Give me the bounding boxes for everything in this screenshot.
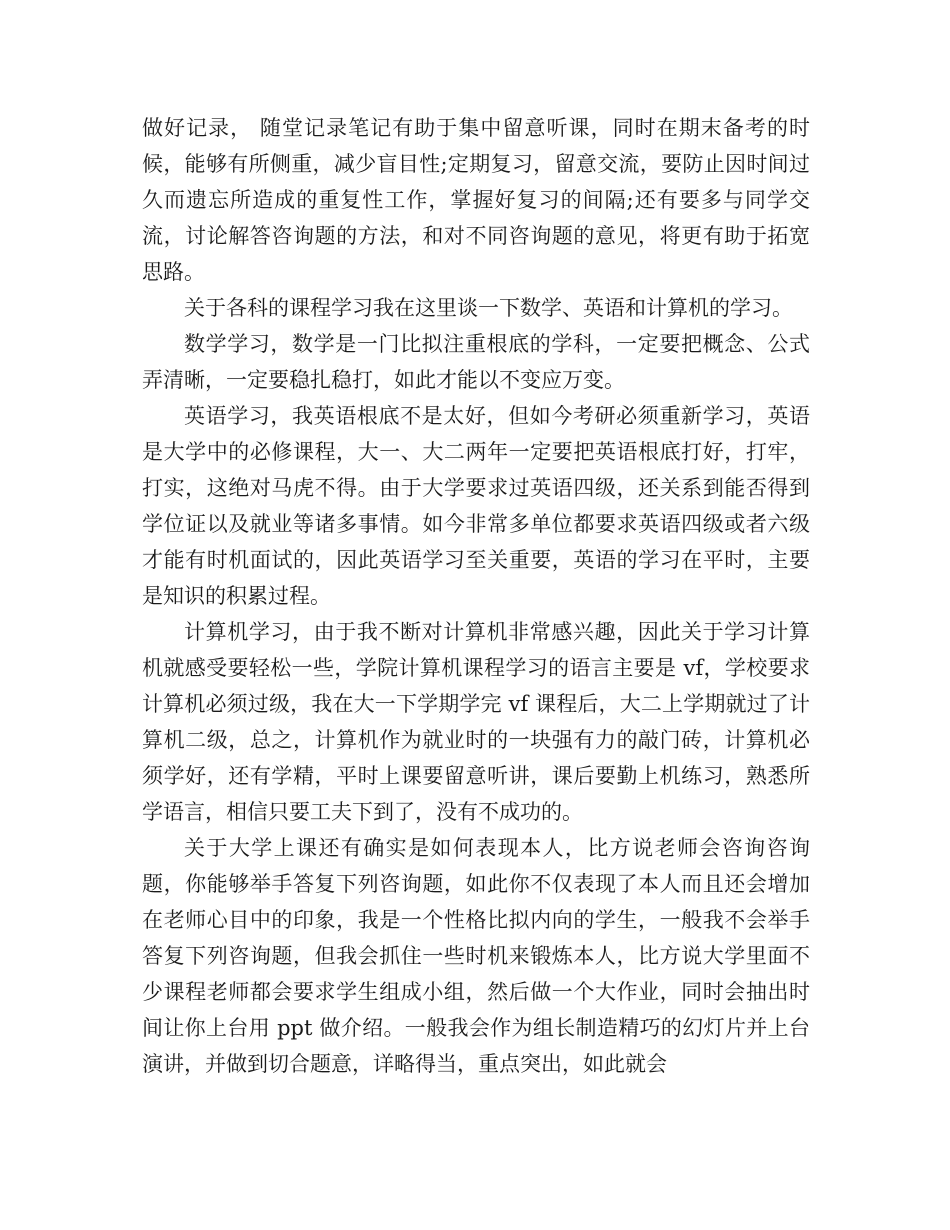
paragraph-computer: 计算机学习，由于我不断对计算机非常感兴趣，因此关于学习计算机就感受要轻松一些，学院计算机课程学习的语言主要是 vf，学校要求计算机必须过级，我在大一下学期学完 vf 课程后，大二上学期就过了计算机二级，总之，计算机作为就业时的一块强有力的敲门砖，计算机必须学好，还有学精，平时上课要留意听讲，课后要勤上机练习，熟悉所学语言，相信只要工夫下到了，没有不成功的。: [142, 620, 810, 824]
paragraph-math: 数学学习，数学是一门比拟注重根底的学科，一定要把概念、公式弄清晰，一定要稳扎稳打，如此才能以不变应万变。: [142, 332, 810, 392]
paragraph-note-taking: 做好记录， 随堂记录笔记有助于集中留意听课，同时在期末备考的时候，能够有所侧重，减少盲目性;定期复习，留意交流，要防止因时间过久而遗忘所造成的重复性工作，掌握好复习的间隔;还有要多与同学交流，讨论解答咨询题的方法，和对不同咨询题的意见，将更有助于拓宽思路。: [142, 116, 810, 284]
paragraph-class-performance: 关于大学上课还有确实是如何表现本人，比方说老师会咨询咨询题，你能够举手答复下列咨询题，如此你不仅表现了本人而且还会增加在老师心目中的印象，我是一个性格比拟内向的学生，一般我不会举手答复下列咨询题，但我会抓住一些时机来锻炼本人，比方说大学里面不少课程老师都会要求学生组成小组，然后做一个大作业，同时会抽出时间让你上台用 ppt 做介绍。一般我会作为组长制造精巧的幻灯片并上台演讲，并做到切合题意，详略得当，重点突出，如此就会: [142, 836, 810, 1076]
paragraph-course-intro: 关于各科的课程学习我在这里谈一下数学、英语和计算机的学习。: [184, 296, 793, 320]
document-body: [142, 110, 810, 1082]
paragraph-english: 英语学习，我英语根底不是太好，但如今考研必须重新学习，英语是大学中的必修课程，大一、大二两年一定要把英语根底打好，打牢，打实，这绝对马虎不得。由于大学要求过英语四级，还关系到能否得到学位证以及就业等诸多事情。如今非常多单位都要求英语四级或者六级才能有时机面试的，因此英语学习至关重要，英语的学习在平时，主要是知识的积累过程。: [142, 404, 810, 608]
